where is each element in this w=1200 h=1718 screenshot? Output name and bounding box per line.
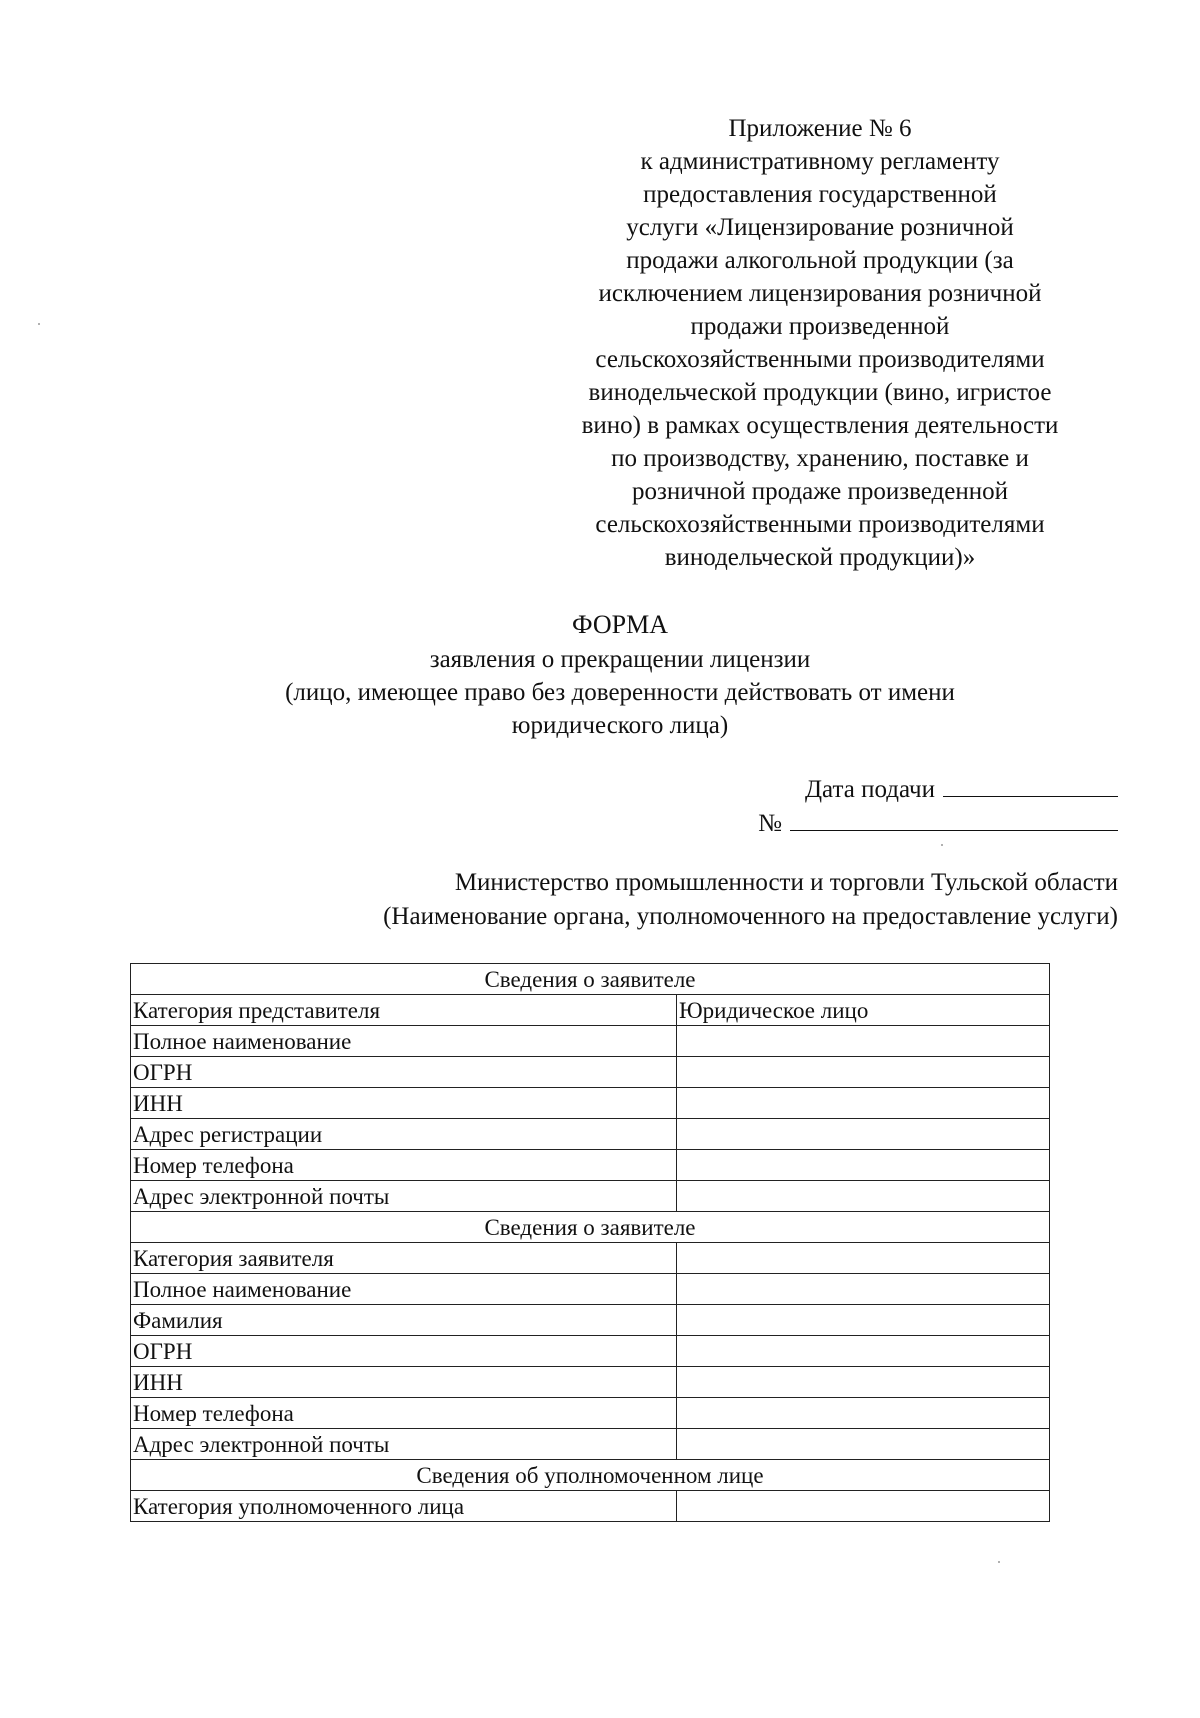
- appendix-line: к административному регламенту: [640, 148, 1000, 175]
- row-value[interactable]: [677, 1336, 1050, 1367]
- appendix-line: вино) в рамках осуществления деятельности: [581, 412, 1059, 439]
- ministry-block: [383, 866, 1118, 934]
- row-value[interactable]: [677, 1429, 1050, 1460]
- submission-number-field[interactable]: [790, 810, 1118, 831]
- appendix-line: по производству, хранению, поставке и: [611, 445, 1029, 472]
- submission-date-label: Дата подачи: [804, 776, 935, 803]
- submission-date-field[interactable]: [943, 776, 1118, 797]
- row-value[interactable]: [677, 1026, 1050, 1057]
- row-value[interactable]: [677, 1243, 1050, 1274]
- form-heading: [0, 608, 1200, 742]
- form-subtitle-line: заявления о прекращении лицензии: [429, 646, 811, 673]
- row-value[interactable]: [677, 1491, 1050, 1522]
- section-title: Сведения о заявителе: [131, 964, 1050, 995]
- table-row: [131, 1119, 1050, 1150]
- table-row: [131, 1305, 1050, 1336]
- ministry-name: Министерство промышленности и торговли Тульской области: [454, 869, 1118, 896]
- section-title: Сведения о заявителе: [131, 1212, 1050, 1243]
- table-row: [131, 1088, 1050, 1119]
- submission-number-row: [758, 807, 1118, 841]
- row-label: Категория уполномоченного лица: [131, 1491, 677, 1522]
- row-value[interactable]: [677, 1398, 1050, 1429]
- table-row: [131, 1336, 1050, 1367]
- submission-date-row: [758, 773, 1118, 807]
- row-value[interactable]: [677, 1367, 1050, 1398]
- row-label: Полное наименование: [131, 1026, 677, 1057]
- appendix-line: винодельческой продукции (вино, игристое: [588, 379, 1052, 406]
- row-label: Адрес электронной почты: [131, 1429, 677, 1460]
- ministry-caption: (Наименование органа, уполномоченного на предоставление услуги): [383, 903, 1118, 930]
- row-value[interactable]: [677, 1150, 1050, 1181]
- form-subtitle-line: (лицо, имеющее право без доверенности действовать от имени: [285, 679, 955, 706]
- appendix-line: предоставления государственной: [643, 181, 997, 208]
- row-value[interactable]: [677, 1088, 1050, 1119]
- row-label: Номер телефона: [131, 1398, 677, 1429]
- table-row: [131, 1026, 1050, 1057]
- row-value[interactable]: [677, 1181, 1050, 1212]
- row-label: ОГРН: [131, 1057, 677, 1088]
- appendix-line: сельскохозяйственными производителями: [595, 346, 1045, 373]
- appendix-header: [540, 112, 1100, 574]
- table-row: [131, 1491, 1050, 1522]
- table-row: [131, 1367, 1050, 1398]
- row-label: Номер телефона: [131, 1150, 677, 1181]
- row-label: Фамилия: [131, 1305, 677, 1336]
- row-label: ОГРН: [131, 1336, 677, 1367]
- table-row: [131, 1057, 1050, 1088]
- appendix-line: исключением лицензирования розничной: [598, 280, 1042, 307]
- applicant-table: [130, 963, 1050, 1522]
- row-value[interactable]: [677, 1057, 1050, 1088]
- table-row: [131, 1181, 1050, 1212]
- row-label: Категория представителя: [131, 995, 677, 1026]
- appendix-line: продажи алкогольной продукции (за: [626, 247, 1014, 274]
- row-label: Адрес регистрации: [131, 1119, 677, 1150]
- row-value[interactable]: [677, 1274, 1050, 1305]
- table-row: [131, 1150, 1050, 1181]
- table-row: [131, 1398, 1050, 1429]
- table-row: [131, 995, 1050, 1026]
- row-label: ИНН: [131, 1088, 677, 1119]
- appendix-line: продажи произведенной: [690, 313, 950, 340]
- submission-number-label: №: [758, 810, 782, 837]
- section-title: Сведения об уполномоченном лице: [131, 1460, 1050, 1491]
- row-label: ИНН: [131, 1367, 677, 1398]
- form-subtitle-line: юридического лица): [511, 712, 729, 739]
- appendix-line: Приложение № 6: [728, 115, 912, 142]
- appendix-line: розничной продаже произведенной: [632, 478, 1008, 505]
- scan-speck: [998, 1561, 1000, 1563]
- appendix-line: винодельческой продукции)»: [664, 544, 976, 571]
- appendix-line: услуги «Лицензирование розничной: [626, 214, 1014, 241]
- row-value[interactable]: Юридическое лицо: [677, 995, 1050, 1026]
- row-label: Категория заявителя: [131, 1243, 677, 1274]
- table-section-header: [131, 964, 1050, 995]
- row-label: Адрес электронной почты: [131, 1181, 677, 1212]
- table-row: [131, 1429, 1050, 1460]
- row-value[interactable]: [677, 1305, 1050, 1336]
- table-section-header: [131, 1212, 1050, 1243]
- submission-block: [758, 773, 1118, 841]
- row-label: Полное наименование: [131, 1274, 677, 1305]
- table-row: [131, 1243, 1050, 1274]
- scan-speck: [941, 844, 943, 846]
- table-section-header: [131, 1460, 1050, 1491]
- scan-speck: [38, 323, 40, 325]
- table-row: [131, 1274, 1050, 1305]
- appendix-line: сельскохозяйственными производителями: [595, 511, 1045, 538]
- row-value[interactable]: [677, 1119, 1050, 1150]
- form-title: ФОРМА: [572, 610, 668, 639]
